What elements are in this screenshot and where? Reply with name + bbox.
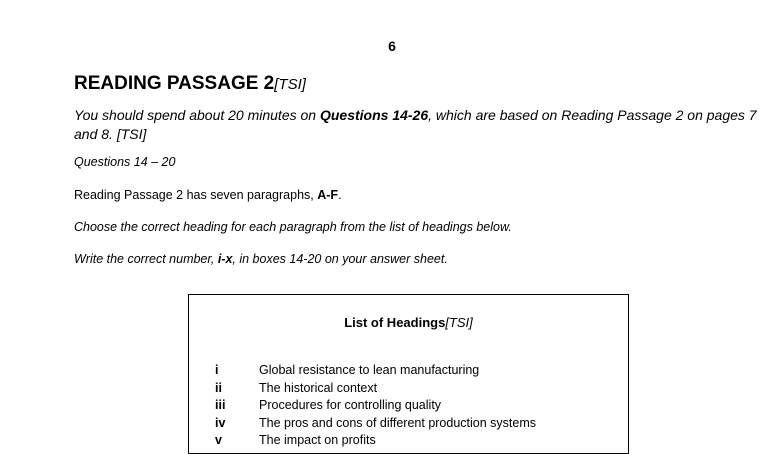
passage-title [74,73,306,95]
write-instruction-range: i-x [217,252,233,266]
write-instruction-before: Write the correct number, [74,252,218,266]
paragraph-info-before: Reading Passage 2 has seven paragraphs, [74,188,318,202]
passage-title-text: READING PASSAGE 2 [74,73,275,94]
heading-item [215,363,536,381]
heading-text: The impact on profits [259,433,376,447]
choose-instruction: Choose the correct heading for each paragraph from the list of headings below. [74,220,512,234]
questions-range: Questions 14 – 20 [74,155,176,169]
heading-item [215,433,536,451]
headings-box-title-tag: [TSI] [445,315,473,330]
heading-text: Procedures for controlling quality [259,398,442,412]
heading-number: v [215,433,222,447]
paragraph-info-after: . [338,188,342,202]
time-instruction-after: , which are based on Reading Passage 2 on pages 7 and 8. [TSI] [74,107,757,142]
heading-item [215,398,536,416]
time-instruction [74,106,764,144]
heading-number: i [215,363,219,377]
heading-text: The pros and cons of different production systems [259,415,537,430]
headings-list [215,363,536,451]
heading-number: iii [215,398,226,412]
heading-number: ii [215,380,222,395]
heading-number: iv [215,415,226,430]
page-number: 6 [388,38,396,54]
heading-text: Global resistance to lean manufacturing [259,363,480,377]
headings-box-title-text: List of Headings [344,315,446,330]
heading-text: The historical context [259,380,378,395]
write-instruction-after: , in boxes 14-20 on your answer sheet. [232,252,448,266]
heading-item [215,416,536,434]
time-instruction-questions: Questions 14-26 [319,107,429,123]
time-instruction-before: You should spend about 20 minutes on [74,107,320,123]
heading-item [215,381,536,399]
headings-box-title [189,315,628,330]
paragraph-info-range: A-F [317,188,339,202]
paragraph-info [74,188,342,202]
headings-box [188,294,629,454]
passage-title-tag: [TSI] [274,76,306,93]
write-instruction [74,252,448,266]
